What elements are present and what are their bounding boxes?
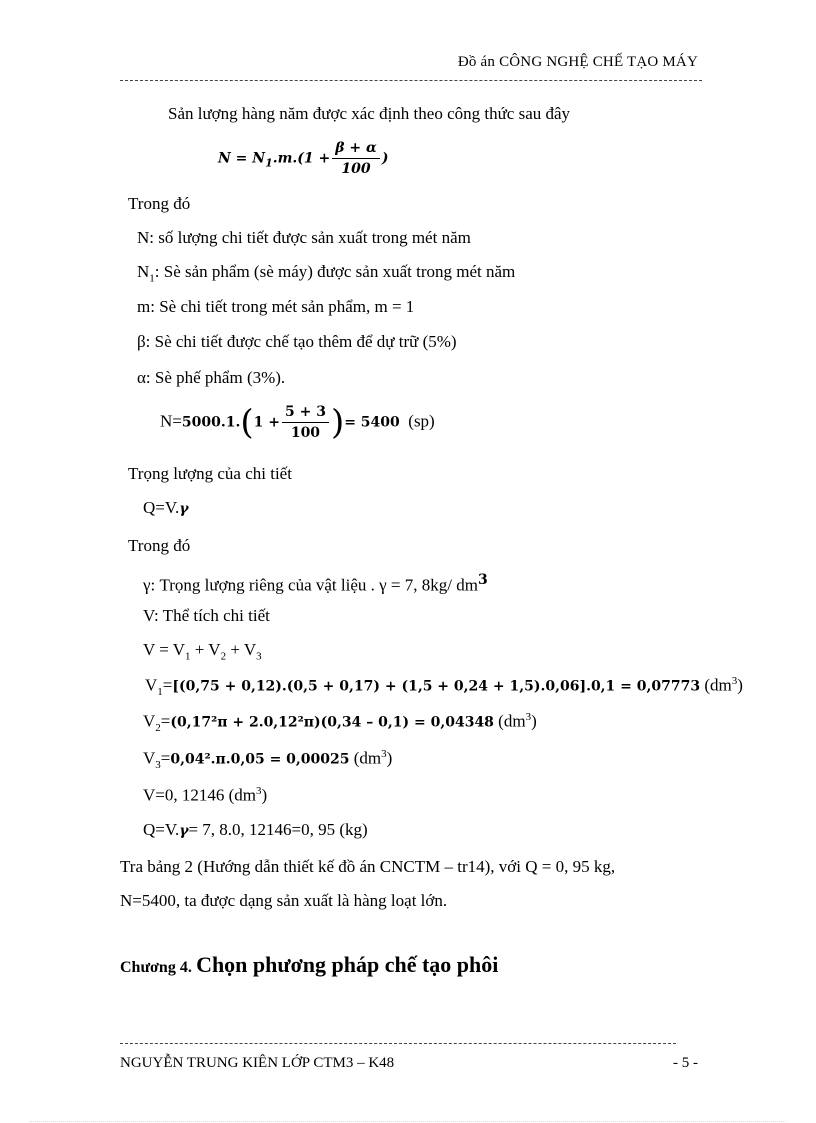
definition-n1: $N_1$: Sè sản phẩm (sè máy) được sản xuất trong mét năm <box>137 262 516 285</box>
calc-n-formula: N=5000.1.(1 + $\frac{5 + 3}{100}$ )= 5400 (sp) <box>160 402 435 443</box>
v-total: V=0, 12146 $(dm^3)$ <box>143 785 268 805</box>
header-divider <box>120 80 702 81</box>
footer-divider <box>120 1043 676 1044</box>
definition-v: V: Thể tích chi tiết <box>143 606 270 625</box>
formula-main: $N = N_1.m.(1$ + $\frac{\beta + \alpha}{100}$ ) <box>218 140 389 177</box>
trong-do-label-1: Trong đó <box>128 194 191 213</box>
v3-formula: $V_3=0,04^2.\pi.0,05 = 0,00025$ $(dm^3)$ <box>143 748 393 772</box>
v1-formula: $V_1=[(0,75 + 0,12).(0,5 + 0,17) + (1,5 + 0,24 + 1,5).0,06].0,1 = 0,07773$ $(dm^3)$ <box>145 675 743 699</box>
definition-m: m: Sè chi tiết trong mét sản phẩm, m = 1 <box>137 297 415 316</box>
definition-gamma: γ: Trọng lượng riêng của vật liệu . γ = 7, 8kg/ $dm^3$ <box>143 572 488 595</box>
page-number: - 5 - <box>673 1055 698 1071</box>
chapter-title: Chọn phương pháp chế tạo phôi <box>196 952 499 977</box>
definition-n: N: số lượng chi tiết được sản xuất trong mét năm <box>137 228 471 247</box>
footer-author: NGUYỄN TRUNG KIÊN LỚP CTM3 – K48 <box>120 1055 395 1071</box>
conclusion-line-1: Tra bảng 2 (Hướng dẫn thiết kế đồ án CNCTM – tr14), với Q = 0, 95 kg, <box>120 857 616 876</box>
weight-heading: Trọng lượng của chi tiết <box>128 464 292 483</box>
page-header-title: Đồ án CÔNG NGHỆ CHẾ TẠO MÁY <box>457 54 698 70</box>
q-calculation: Q=V.γ= 7, 8.0, 12146=0, 95 (kg) <box>143 820 368 839</box>
trong-do-label-2: Trong đó <box>128 536 191 555</box>
chapter-prefix: Chương 4. <box>120 959 192 976</box>
definition-alpha: α: Sè phế phẩm (3%). <box>137 368 286 387</box>
page-edge-divider <box>30 1121 786 1122</box>
chapter-heading <box>120 952 498 978</box>
q-formula: Q=V.γ <box>143 498 189 517</box>
intro-text: Sản lượng hàng năm được xác định theo công thức sau đây <box>168 104 571 123</box>
conclusion-line-2: N=5400, ta được dạng sản xuất là hàng loạt lớn. <box>120 891 448 910</box>
page-footer <box>120 1055 698 1072</box>
definition-beta: β: Sè chi tiết được chế tạo thêm để dự trữ (5%) <box>137 332 457 351</box>
v2-formula: $V_2=(0,17^2\pi + 2.0,12^2\pi)(0,34 - 0,1) = 0,04348$ $(dm^3)$ <box>143 711 537 735</box>
v-sum-formula: $V = V_1 + V_2 + V_3$ <box>143 640 262 663</box>
